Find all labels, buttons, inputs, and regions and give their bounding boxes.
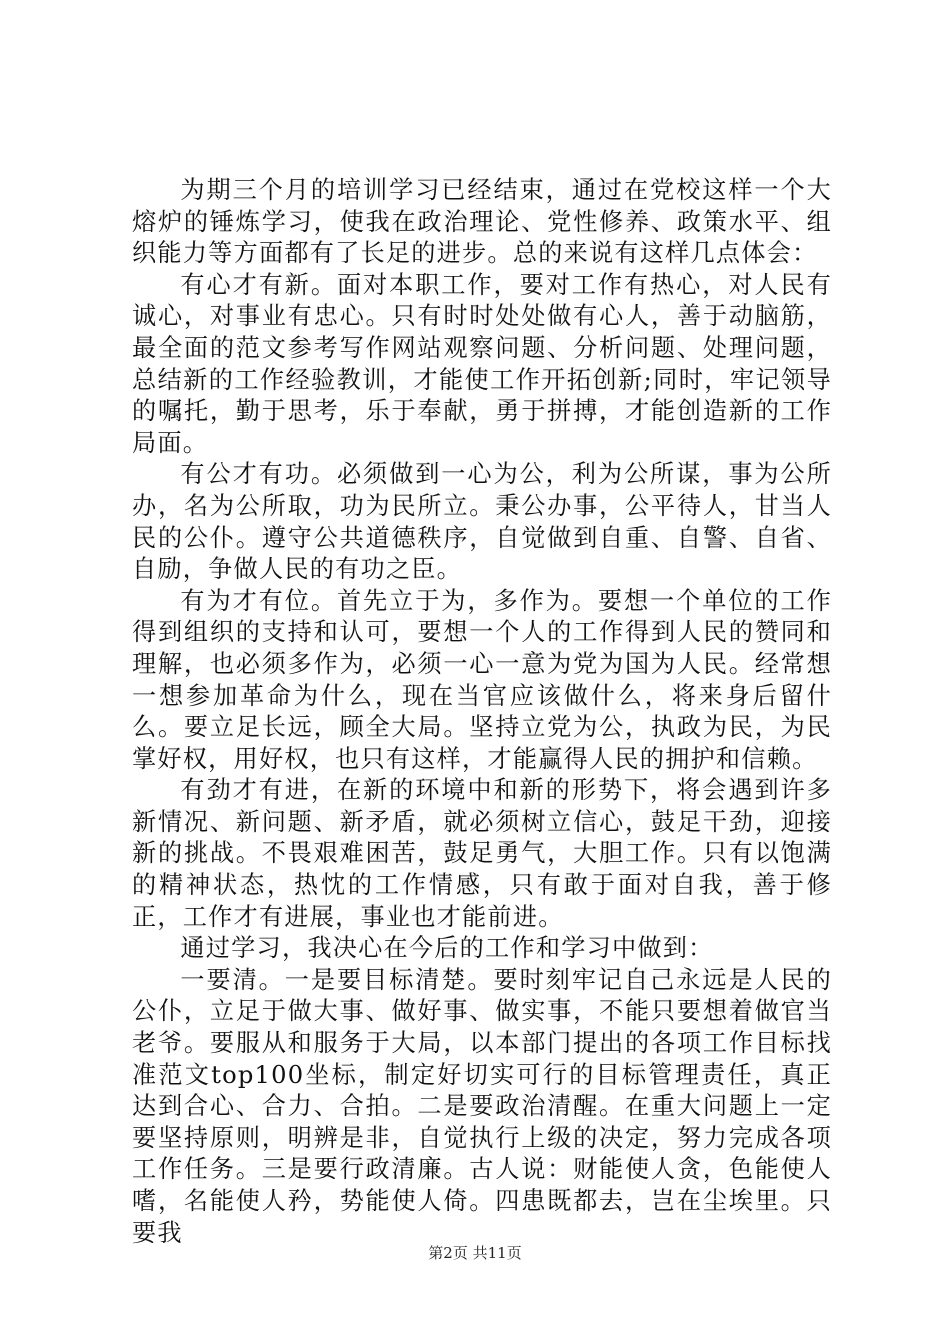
paragraph-heart: 有心才有新。面对本职工作，要对工作有热心，对人民有诚心，对事业有忠心。只有时时处处做有心人，善于动脑筋，最全面的范文参考写作网站观察问题、分析问题、处理问题，总结新的工作经验教训，才能使工作开拓创新;同时，牢记领导的嘱托，勤于思考，乐于奉献，勇于拼搏，才能创造新的工作局面。 [132, 270, 832, 457]
paragraph-resolve: 通过学习，我决心在今后的工作和学习中做到： [180, 934, 714, 963]
paragraph-action: 有为才有位。首先立于为，多作为。要想一个单位的工作得到组织的支持和认可，要想一个人的工作得到人民的赞同和理解，也必须多作为，必须一心一意为党为国为人民。经常想一想参加革命为什么，现在当官应该做什么，将来身后留什么。要立足长远，顾全大局。坚持立党为公，执政为民，为民掌好权，用好权，也只有这样，才能赢得人民的拥护和信赖。 [132, 586, 832, 773]
paragraph-clarity: 一要清。一是要目标清楚。要时刻牢记自己永远是人民的公仆，立足于做大事、做好事、做实事，不能只要想着做官当老爷。要服从和服务于大局，以本部门提出的各项工作目标找准范文top100坐标，制定好切实可行的目标管理责任，真正达到合心、合力、合拍。二是要政治清醒。在重大问题上一定要坚持原则，明辨是非，自觉执行上级的决定，努力完成各项工作任务。三是要行政清廉。古人说：财能使人贪，色能使人嗜，名能使人矜，势能使人倚。四患既都去，岂在尘埃里。只要我 [132, 965, 832, 1247]
paragraph-energy: 有劲才有进，在新的环境中和新的形势下，将会遇到许多新情况、新问题、新矛盾，就必须树立信心，鼓足干劲，迎接新的挑战。不畏艰难困苦，鼓足勇气，大胆工作。只有以饱满的精神状态，热忱的工作情感，只有敢于面对自我，善于修正，工作才有进展，事业也才能前进。 [132, 776, 832, 931]
page-number-footer: 第2页 共11页 [428, 1244, 522, 1262]
paragraph-public: 有公才有功。必须做到一心为公，利为公所谋，事为公所办，名为公所取，功为民所立。秉公办事，公平待人，甘当人民的公仆。遵守公共道德秩序，自觉做到自重、自警、自省、自励，争做人民的有功之臣。 [132, 460, 832, 584]
document-body [132, 175, 832, 1249]
paragraph-intro: 为期三个月的培训学习已经结束，通过在党校这样一个大熔炉的锤炼学习，使我在政治理论、党性修养、政策水平、组织能力等方面都有了长足的进步。总的来说有这样几点体会： [132, 176, 832, 268]
